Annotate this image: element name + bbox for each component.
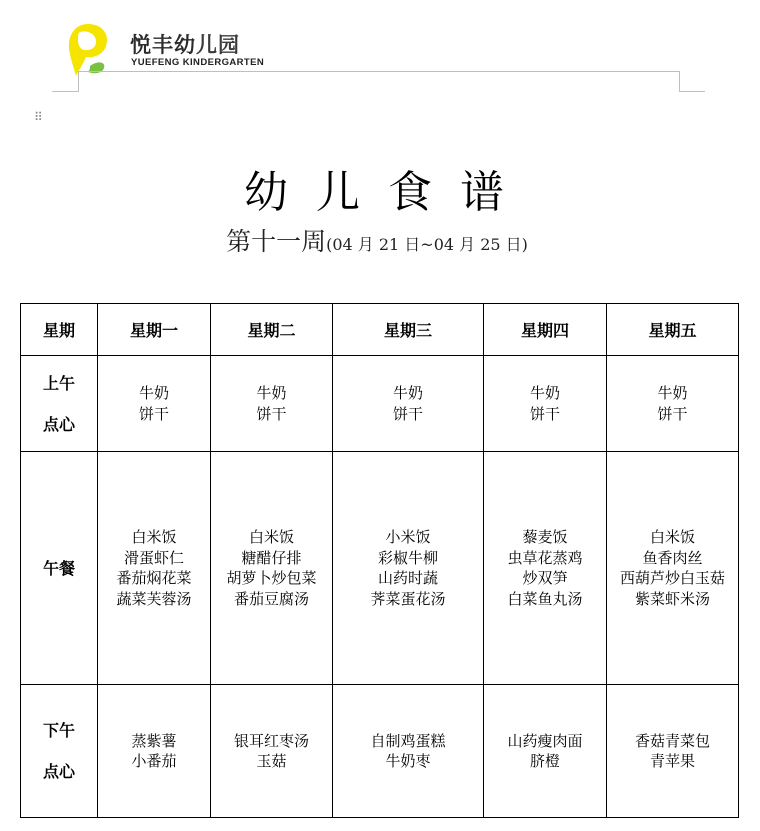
- margin-mark-left-v: [78, 71, 79, 91]
- table-row-lunch: [21, 452, 739, 685]
- menu-cell: [607, 685, 739, 818]
- dish: 白菜鱼丸汤: [507, 589, 583, 608]
- dish: 山药瘦肉面: [507, 731, 583, 750]
- table-row-afternoon-snack: [21, 685, 739, 818]
- dish: 银耳红枣汤: [233, 731, 309, 750]
- dish: 番茄焖花菜: [116, 569, 192, 587]
- header-cell-thu: 星期四: [484, 304, 607, 356]
- dish: 青苹果: [649, 752, 695, 770]
- header-cell-mon: 星期一: [98, 304, 211, 356]
- menu-cell: [211, 452, 333, 685]
- dish: 糖醋仔排: [241, 548, 302, 567]
- menu-cell: [333, 452, 484, 685]
- dish: 炒双笋: [522, 569, 568, 587]
- menu-cell: [211, 685, 333, 818]
- dish: 白米饭: [248, 528, 294, 546]
- margin-mark-left-h: [52, 91, 79, 92]
- dish: 山药时蔬: [377, 569, 438, 587]
- dish: 小米饭: [385, 528, 431, 546]
- table-move-handle-icon[interactable]: ⠿: [34, 110, 43, 124]
- page-subtitle: [0, 222, 760, 258]
- dish: 饼干: [529, 404, 560, 423]
- dish: 蒸紫薯: [131, 731, 177, 750]
- menu-cell: [333, 356, 484, 452]
- dish: 饼干: [657, 404, 688, 423]
- row-label-morning-snack: [21, 356, 98, 452]
- dish: 牛奶: [138, 384, 169, 402]
- dish: 番茄豆腐汤: [233, 589, 309, 608]
- dish: 香菇青菜包: [634, 731, 710, 750]
- dish: 胡萝卜炒包菜: [226, 569, 317, 587]
- dish: 脐橙: [529, 752, 560, 770]
- dish: 藜麦饭: [522, 528, 568, 546]
- dish: 牛奶: [529, 384, 560, 402]
- dish: 小番茄: [131, 752, 177, 770]
- row-label-afternoon-snack: [21, 685, 98, 818]
- menu-cell: [98, 452, 211, 685]
- header-cell-wed: 星期三: [333, 304, 484, 356]
- dish: 自制鸡蛋糕: [370, 731, 446, 750]
- menu-table: [20, 303, 739, 818]
- brand-name-english: YUEFENG KINDERGARTEN: [131, 57, 265, 68]
- dish: 牛奶枣: [385, 752, 431, 770]
- dish: 牛奶: [256, 384, 287, 402]
- menu-cell: [484, 356, 607, 452]
- brand-name-part-1: 悦丰幼: [130, 33, 196, 57]
- dish: 滑蛋虾仁: [123, 548, 184, 567]
- dish: 牛奶: [392, 384, 423, 402]
- menu-cell: [98, 356, 211, 452]
- menu-cell: [607, 356, 739, 452]
- dish: 白米饭: [131, 528, 177, 546]
- menu-cell: [484, 685, 607, 818]
- header-cell-tue: 星期二: [211, 304, 333, 356]
- row-label-line: 点心: [42, 414, 75, 434]
- brand-name-chinese: [130, 29, 240, 59]
- dish: 虫草花蒸鸡: [507, 548, 583, 567]
- dish: 鱼香肉丝: [642, 548, 703, 567]
- dish: 玉菇: [256, 752, 287, 770]
- menu-cell: [211, 356, 333, 452]
- kindergarten-logo: [66, 22, 110, 78]
- header-rule: [78, 71, 680, 72]
- menu-cell: [98, 685, 211, 818]
- date-range: (04 月 21 日~04 月 25 日): [326, 235, 528, 254]
- dish: 牛奶: [657, 384, 688, 402]
- dish: 西葫芦炒白玉菇: [619, 569, 725, 587]
- header-cell-fri: 星期五: [607, 304, 739, 356]
- dish: 紫菜虾米汤: [634, 589, 710, 608]
- brand-name-part-2: 儿园: [196, 33, 240, 57]
- dish: 蔬菜芙蓉汤: [116, 589, 192, 608]
- row-label-line: 上午: [42, 373, 75, 393]
- week-label: 第十一周: [226, 227, 327, 256]
- table-row-morning-snack: [21, 356, 739, 452]
- margin-mark-right-v: [679, 71, 680, 91]
- row-label-line: 下午: [42, 721, 75, 740]
- table-header-row: [21, 304, 739, 356]
- header-cell-corner: 星期: [21, 304, 98, 356]
- dish: 饼干: [256, 404, 287, 423]
- menu-cell: [484, 452, 607, 685]
- row-label-line: 点心: [42, 762, 75, 781]
- dish: 彩椒牛柳: [377, 548, 438, 567]
- menu-cell: [333, 685, 484, 818]
- menu-cell: [607, 452, 739, 685]
- row-label-line: 午餐: [42, 558, 75, 578]
- row-label-lunch: [21, 452, 98, 685]
- dish: 荠菜蛋花汤: [370, 589, 446, 608]
- page-title: 幼儿食谱: [244, 167, 532, 218]
- dish: 饼干: [138, 404, 169, 423]
- dish: 饼干: [392, 404, 423, 423]
- margin-mark-right-h: [679, 91, 705, 92]
- dish: 白米饭: [649, 528, 695, 546]
